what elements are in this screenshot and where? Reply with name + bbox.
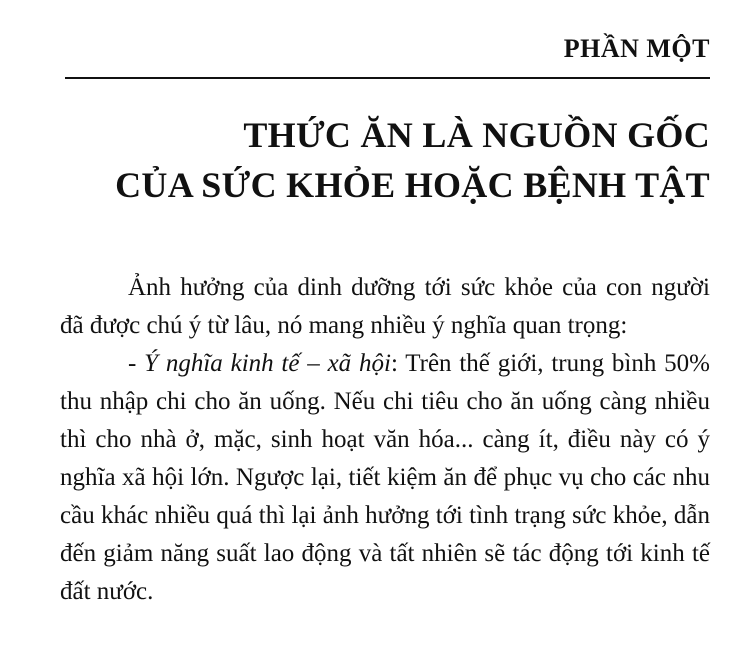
chapter-title xyxy=(115,110,710,210)
paragraph-intro: Ảnh hưởng của dinh dưỡng tới sức khỏe của con người đã được chú ý từ lâu, nó mang nhiều ý nghĩa quan trọng: xyxy=(60,274,710,339)
chapter-title-line-1: THỨC ĂN LÀ NGUỒN GỐC xyxy=(243,115,710,155)
paragraph-heading-italic: Ý nghĩa kinh tế – xã hội xyxy=(144,350,391,377)
paragraph-bullet: - xyxy=(128,350,145,377)
body-text xyxy=(60,269,710,611)
part-label: PHẦN MỘT xyxy=(563,34,710,63)
paragraph-economic-social-text: : Trên thế giới, trung bình 50% thu nhập chi cho ăn uống. Nếu chi tiêu cho ăn uống càng nhiều thì cho nhà ở, mặc, sinh hoạt văn hóa... càng ít, điều này có ý nghĩa xã hội lớn. Ngược lại, tiết kiệm ăn để phục vụ cho các nhu cầu khác nhiều quá thì lại ảnh hưởng tới tình trạng sức khỏe, dẫn đến giảm năng suất lao động và tất nhiên sẽ tác động tới kinh tế đất nước. xyxy=(60,350,711,605)
header-divider xyxy=(65,77,710,79)
paragraph-economic-social xyxy=(60,345,710,611)
chapter-title-line-2: CỦA SỨC KHỎE HOẶC BỆNH TẬT xyxy=(115,165,710,205)
